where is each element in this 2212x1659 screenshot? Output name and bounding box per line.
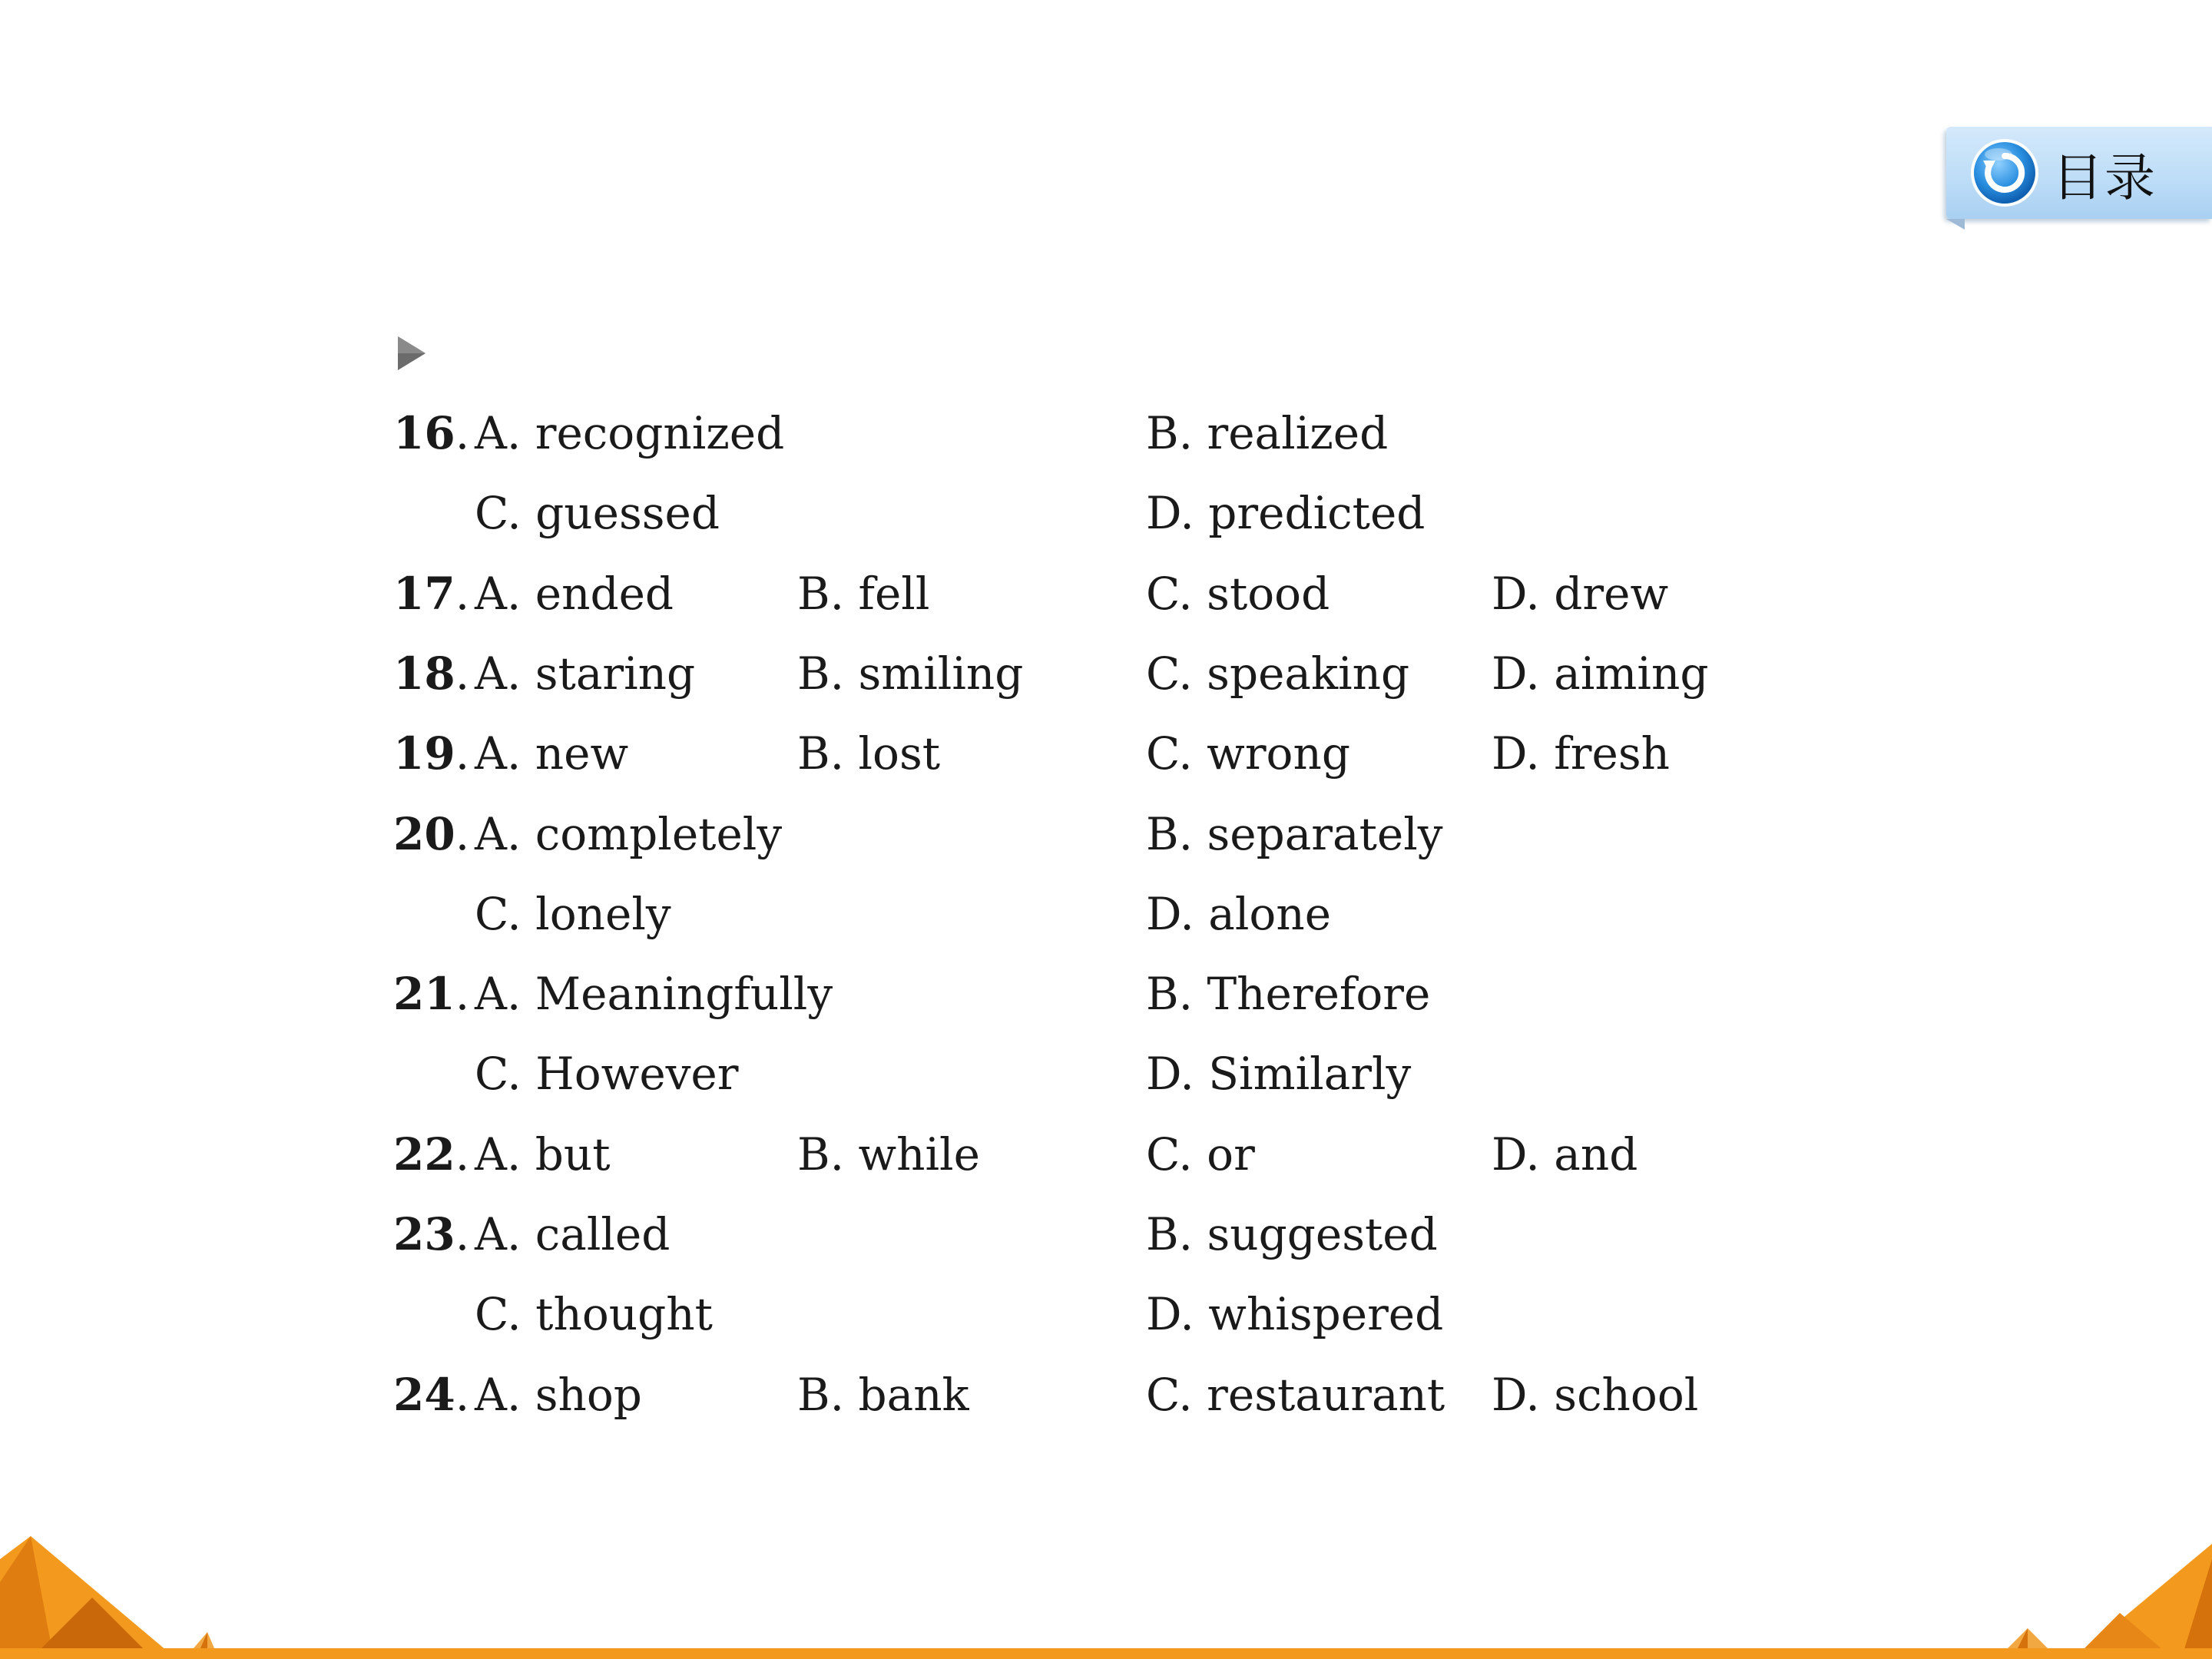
question-row [0,643,2212,704]
answer-option: B. smiling [797,647,1024,700]
answer-option: B. while [797,1128,980,1181]
answer-option: D. and [1492,1128,1638,1181]
answer-option: B. lost [797,727,941,780]
answer-option: C. guessed [475,487,720,540]
question-row [0,723,2212,784]
answer-option: A. recognized [475,407,785,459]
question-number: 19. [393,727,470,780]
answer-option: C. wrong [1146,727,1350,780]
question-row [0,563,2212,624]
question-number-value: 17 [393,567,455,620]
question-number-value: 19 [393,727,455,780]
question-number-value: 16 [393,407,455,459]
question-number: 22. [393,1128,470,1181]
question-row-continued [0,1283,2212,1345]
answer-option: C. speaking [1146,647,1410,700]
answer-option: B. fell [797,567,930,620]
question-number-value: 24 [393,1368,455,1421]
answer-option: D. fresh [1492,727,1670,780]
question-row [0,1204,2212,1265]
question-number: 17. [393,567,470,620]
answer-option: A. completely [475,807,783,860]
answer-option: C. stood [1146,567,1330,620]
question-number: 18. [393,647,470,700]
answer-option: B. suggested [1146,1208,1438,1260]
answer-option: A. staring [475,647,696,700]
decorative-footer [0,1528,2212,1659]
question-number: 24. [393,1368,470,1421]
answer-option: D. drew [1492,567,1669,620]
question-number: 16. [393,407,470,459]
answer-option: A. shop [475,1368,642,1421]
question-number-value: 23 [393,1208,455,1260]
question-row [0,1364,2212,1426]
answer-option: A. called [475,1208,671,1260]
question-number: 23. [393,1208,470,1260]
answer-option: D. aiming [1492,647,1709,700]
answer-option: C. lonely [475,887,671,940]
answer-option: D. predicted [1146,487,1426,540]
answer-option: A. but [475,1128,611,1181]
question-row-continued [0,1043,2212,1104]
answer-option: A. Meaningfully [475,968,833,1021]
answer-option: D. whispered [1146,1288,1444,1341]
question-row-continued [0,883,2212,945]
answer-option: D. school [1492,1368,1699,1421]
answer-option: C. However [475,1048,739,1101]
question-row [0,1124,2212,1185]
question-number: 21. [393,968,470,1021]
question-row [0,803,2212,865]
answer-option: A. new [475,727,629,780]
answer-option: C. thought [475,1288,713,1341]
answer-option: C. or [1146,1128,1255,1181]
answer-option: A. ended [475,567,674,620]
question-number-value: 18 [393,647,455,700]
question-row-continued [0,482,2212,544]
answer-option: B. bank [797,1368,969,1421]
answer-option: B. realized [1146,407,1389,459]
toc-label: 目录 [2052,147,2157,207]
answer-option: B. separately [1146,807,1443,860]
question-row [0,963,2212,1025]
question-number-value: 22 [393,1128,455,1181]
answer-option: D. Similarly [1146,1048,1412,1101]
answer-option: B. Therefore [1146,968,1431,1021]
question-row [0,402,2212,464]
answer-option: C. restaurant [1146,1368,1445,1421]
question-number-value: 21 [393,968,455,1021]
answer-option: D. alone [1146,887,1332,940]
question-number: 20. [393,807,470,860]
question-number-value: 20 [393,807,455,860]
